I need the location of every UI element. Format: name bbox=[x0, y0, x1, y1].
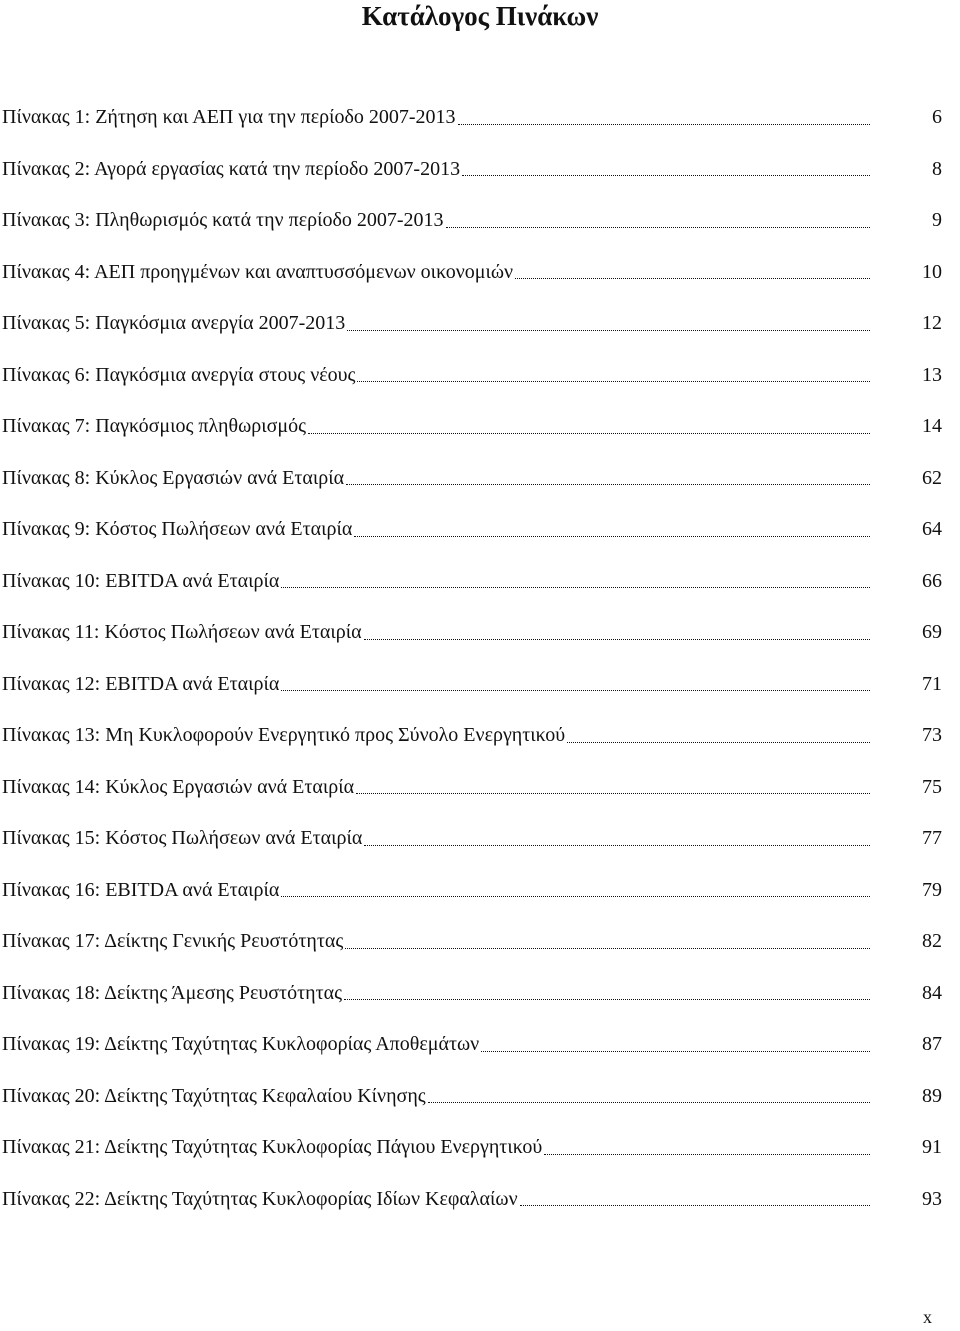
toc-entry[interactable] bbox=[0, 103, 960, 155]
toc-entry-page-number: 79 bbox=[922, 878, 942, 901]
dot-leader bbox=[308, 433, 870, 434]
dot-leader bbox=[446, 227, 870, 228]
dot-leader bbox=[357, 381, 870, 382]
toc-entry-page-number: 91 bbox=[922, 1136, 942, 1158]
toc-entry[interactable] bbox=[0, 515, 960, 567]
toc-entry[interactable] bbox=[0, 670, 960, 722]
toc-entry-page-number: 89 bbox=[922, 1084, 942, 1107]
dot-leader bbox=[281, 690, 870, 691]
toc-entry-label: Πίνακας 3: Πληθωρισμός κατά την περίοδο 2007-2013 bbox=[2, 209, 444, 231]
toc-entry[interactable] bbox=[0, 258, 960, 310]
toc-entry-label: Πίνακας 19: Δείκτης Ταχύτητας Κυκλοφορίας Αποθεμάτων bbox=[2, 1033, 480, 1055]
toc-entry-label: Πίνακας 21: Δείκτης Ταχύτητας Κυκλοφορίας Πάγιου Ενεργητικού bbox=[2, 1136, 543, 1158]
toc-entry-page-number: 8 bbox=[932, 157, 942, 180]
dot-leader bbox=[544, 1154, 870, 1155]
toc-entry-label: Πίνακας 12: EBITDA ανά Εταιρία bbox=[2, 672, 280, 695]
toc-entry-label: Πίνακας 8: Κύκλος Εργασιών ανά Εταιρία bbox=[2, 466, 345, 489]
toc-entry-label: Πίνακας 6: Παγκόσμια ανεργία στους νέους bbox=[2, 363, 356, 386]
dot-leader bbox=[346, 484, 870, 485]
dot-leader bbox=[345, 948, 870, 949]
toc-entry-page-number: 13 bbox=[922, 363, 942, 386]
toc-entry-label: Πίνακας 1: Ζήτηση και ΑΕΠ για την περίοδο 2007-2013 bbox=[2, 106, 456, 128]
toc-entry-label: Πίνακας 16: EBITDA ανά Εταιρία bbox=[2, 878, 280, 901]
toc-entry-page-number: 62 bbox=[922, 466, 942, 489]
toc-entry-label: Πίνακας 13: Μη Κυκλοφορούν Ενεργητικό προς Σύνολο Ενεργητικού bbox=[2, 724, 566, 746]
toc-entry-page-number: 64 bbox=[922, 518, 942, 540]
toc-entry-page-number: 73 bbox=[922, 724, 942, 746]
toc-entry-label: Πίνακας 9: Κόστος Πωλήσεων ανά Εταιρία bbox=[2, 518, 353, 540]
toc-entry-page-number: 82 bbox=[922, 930, 942, 952]
toc-entry-page-number: 12 bbox=[922, 312, 942, 334]
toc-entry[interactable] bbox=[0, 927, 960, 979]
toc-entry-page-number: 71 bbox=[922, 672, 942, 695]
toc-entry-label: Πίνακας 17: Δείκτης Γενικής Ρευστότητας bbox=[2, 930, 344, 952]
toc-entry[interactable] bbox=[0, 773, 960, 825]
dot-leader bbox=[567, 742, 870, 743]
toc-entry[interactable] bbox=[0, 309, 960, 361]
toc-entry-label: Πίνακας 18: Δείκτης Άμεσης Ρευστότητας bbox=[2, 981, 343, 1004]
toc-entry[interactable] bbox=[0, 206, 960, 258]
dot-leader bbox=[347, 330, 870, 331]
dot-leader bbox=[354, 536, 870, 537]
toc-entry[interactable] bbox=[0, 618, 960, 670]
dot-leader bbox=[458, 124, 870, 125]
toc-entry-label: Πίνακας 2: Αγορά εργασίας κατά την περίοδο 2007-2013 bbox=[2, 157, 461, 180]
toc-entry[interactable] bbox=[0, 1082, 960, 1134]
page-title: Κατάλογος Πινάκων bbox=[361, 1, 599, 31]
toc-entry[interactable] bbox=[0, 464, 960, 516]
toc-entry-label: Πίνακας 14: Κύκλος Εργασιών ανά Εταιρία bbox=[2, 775, 355, 798]
dot-leader bbox=[344, 999, 870, 1000]
toc-entry-page-number: 10 bbox=[922, 260, 942, 283]
toc-entry[interactable] bbox=[0, 1133, 960, 1185]
toc-entry[interactable] bbox=[0, 1185, 960, 1237]
toc-entry[interactable] bbox=[0, 824, 960, 876]
table-of-contents bbox=[0, 103, 960, 1236]
toc-entry-label: Πίνακας 7: Παγκόσμιος πληθωρισμός bbox=[2, 415, 307, 437]
toc-entry-label: Πίνακας 15: Κόστος Πωλήσεων ανά Εταιρία bbox=[2, 827, 363, 849]
dot-leader bbox=[462, 175, 870, 176]
toc-entry-page-number: 77 bbox=[922, 827, 942, 849]
footer-page-number: x bbox=[923, 1307, 932, 1327]
toc-entry-page-number: 14 bbox=[922, 415, 942, 437]
toc-entry[interactable] bbox=[0, 721, 960, 773]
toc-entry-page-number: 93 bbox=[922, 1187, 942, 1210]
toc-entry-label: Πίνακας 10: EBITDA ανά Εταιρία bbox=[2, 569, 280, 592]
toc-entry-label: Πίνακας 22: Δείκτης Ταχύτητας Κυκλοφορίας Ιδίων Κεφαλαίων bbox=[2, 1187, 518, 1210]
toc-entry-label: Πίνακας 11: Κόστος Πωλήσεων ανά Εταιρία bbox=[2, 621, 362, 643]
toc-entry-page-number: 75 bbox=[922, 775, 942, 798]
dot-leader bbox=[481, 1051, 870, 1052]
toc-entry-label: Πίνακας 4: ΑΕΠ προηγμένων και αναπτυσσόμενων οικονομιών bbox=[2, 260, 514, 283]
toc-entry-page-number: 66 bbox=[922, 569, 942, 592]
dot-leader bbox=[281, 896, 870, 897]
dot-leader bbox=[520, 1205, 870, 1206]
toc-entry-page-number: 6 bbox=[932, 106, 942, 128]
toc-entry-label: Πίνακας 20: Δείκτης Ταχύτητας Κεφαλαίου Κίνησης bbox=[2, 1084, 426, 1107]
toc-entry-page-number: 9 bbox=[932, 209, 942, 231]
toc-entry[interactable] bbox=[0, 1030, 960, 1082]
toc-entry[interactable] bbox=[0, 567, 960, 619]
toc-entry-page-number: 69 bbox=[922, 621, 942, 643]
dot-leader bbox=[428, 1102, 870, 1103]
toc-entry-page-number: 84 bbox=[922, 981, 942, 1004]
toc-entry[interactable] bbox=[0, 155, 960, 207]
dot-leader bbox=[364, 639, 870, 640]
toc-entry-page-number: 87 bbox=[922, 1033, 942, 1055]
toc-entry[interactable] bbox=[0, 412, 960, 464]
toc-entry[interactable] bbox=[0, 979, 960, 1031]
toc-entry[interactable] bbox=[0, 361, 960, 413]
dot-leader bbox=[364, 845, 870, 846]
dot-leader bbox=[356, 793, 870, 794]
toc-entry[interactable] bbox=[0, 876, 960, 928]
toc-entry-label: Πίνακας 5: Παγκόσμια ανεργία 2007-2013 bbox=[2, 312, 346, 334]
dot-leader bbox=[281, 587, 870, 588]
dot-leader bbox=[515, 278, 870, 279]
